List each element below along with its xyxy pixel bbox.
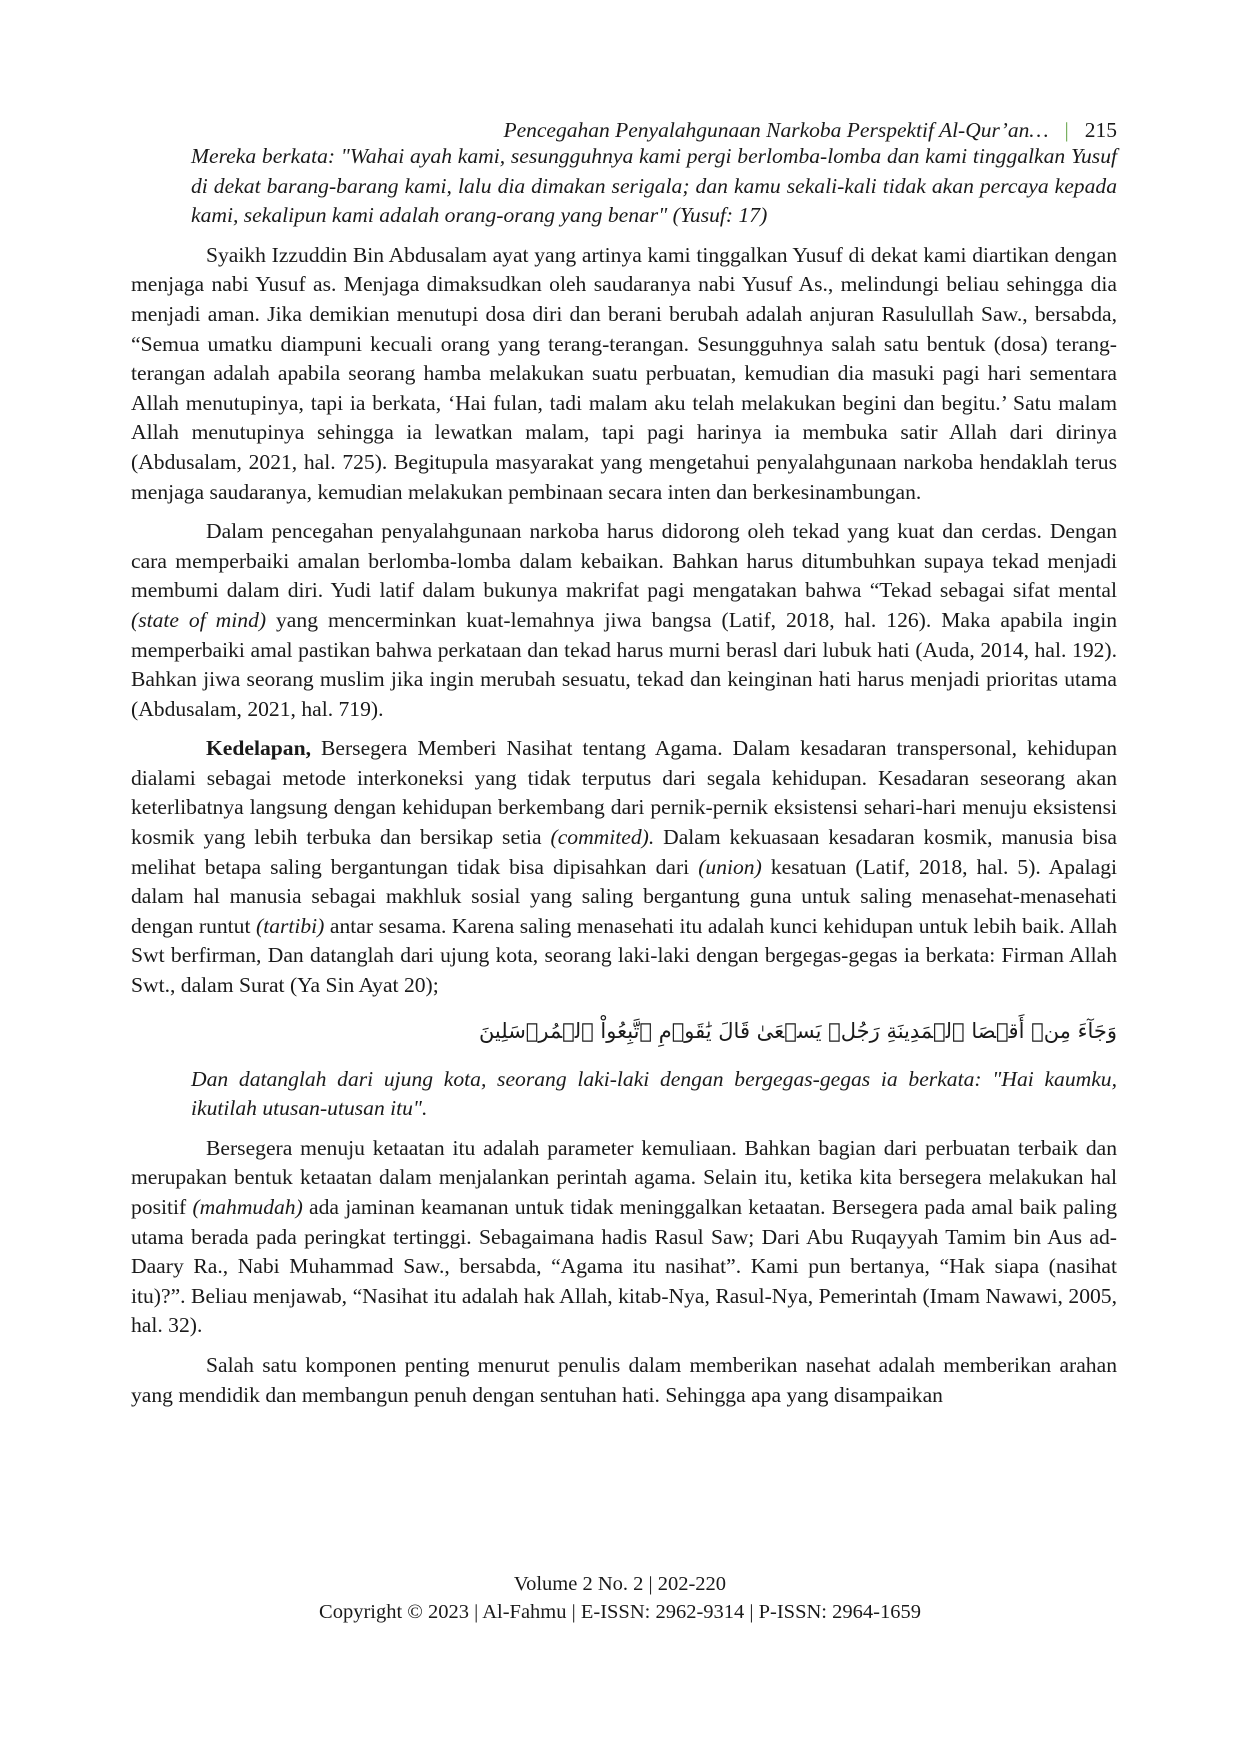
page-footer (0, 1570, 1240, 1626)
paragraph-3 (131, 734, 1117, 1000)
term-tartibi: (tartibi) (256, 913, 325, 938)
paragraph-1: Syaikh Izzuddin Bin Abdusalam ayat yang artinya kami tinggalkan Yusuf di dekat kami diartikan dengan menjaga nabi Yusuf as. Menjaga dimaksudkan oleh saudaranya nabi Yusuf As., melindungi beliau sehingga dia menjadi aman. Jika demikian menutupi dosa diri dan berani berubah adalah anjuran Rasulullah Saw., bersabda, “Semua umatku diampuni kecuali orang yang terang-terangan. Sesungguhnya salah satu bentuk (dosa) terang-terangan adalah apabila seorang hamba melakukan suatu perbuatan, kemudian dia masuki pagi hari sementara Allah menutupinya, tapi ia berkata, ‘Hai fulan, tadi malam aku telah melakukan begini dan begitu.’ Satu malam Allah menutupinya sehingga ia lewatkan malam, tapi pagi harinya ia membuka satir Allah dari dirinya (Abdusalam, 2021, hal. 725). Begitupula masyarakat yang mengetahui penyalahgunaan narkoba hendaklah terus menjaga saudaranya, kemudian melakukan pembinaan secara inten dan berkesinambungan. (131, 242, 1117, 504)
verse-translation-yusuf-17: Mereka berkata: "Wahai ayah kami, sesungguhnya kami pergi berlomba-lomba dan kami tinggalkan Yusuf di dekat barang-barang kami, lalu dia dimakan serigala; dan kamu sekali-kali tidak akan percaya kepada kami, sekalipun kami adalah orang-orang yang benar" (Yusuf: 17) (191, 144, 1117, 228)
verse-translation-ya-sin-20: Dan datanglah dari ujung kota, seorang laki-laki dengan bergegas-gegas ia berkata: "Hai kaumku, ikutilah utusan-utusan itu". (191, 1066, 1117, 1121)
arabic-verse-ya-sin-20: وَجَآءَ مِنۡ أَقۡصَا ٱلۡمَدِينَةِ رَجُلٞ يَسۡعَىٰ قَالَ يَٰقَوۡمِ ٱتَّبِعُواْ ٱلۡمُرۡسَلِينَ (478, 1018, 1117, 1043)
term-union: (union) (698, 854, 762, 879)
paragraph-4-text-a: Bersegera menuju ketaatan itu adalah parameter kemuliaan. Bahkan bagian dari perbuatan terbaik dan merupakan bentuk ketaatan dalam menjalankan perintah agama. Selain itu, ketika kita bersegera melakukan hal positif (131, 1135, 1117, 1219)
paragraph-3-text-a: Bersegera Memberi Nasihat tentang Agama. Dalam kesadaran transpersonal, kehidupan dialami sebagai metode interkoneksi yang tidak terputus dari segala kehidupan. Kesadaran seseorang akan keterlibatnya langsung dengan kehidupan berkembang dari pernik-pernik eksistensi sehari-hari menuju eksistensi kosmik yang lebih terbuka dan bersikap setia (131, 736, 1117, 850)
paragraph-4 (131, 1134, 1117, 1341)
header-separator: | (1064, 118, 1069, 142)
term-mahmudah: (mahmudah) (192, 1195, 303, 1219)
page-body (131, 142, 1117, 1410)
paragraph-4-text-b: ada jaminan keamanan untuk tidak meninggalkan ketaatan. Bersegera pada amal baik paling utama berada pada peringkat tertinggi. Sebagaimana hadis Rasul Saw; Dari Abu Ruqayyah Tamim bin Aus ad-Daary Ra., Nabi Muhammad Saw., bersabda, “Agama itu nasihat”. Kami pun bertanya, “Hak siapa (nasihat itu)?”. Beliau menjawab, “Nasihat itu adalah hak Allah, kitab-Nya, Rasul-Nya, Pemerintah (Imam Nawawi, 2005, hal. 32). (131, 1195, 1117, 1338)
paragraph-3-text-b: Dalam kekuasaan kesadaran kosmik, manusia bisa melihat betapa saling bergantungan tidak bisa dipisahkan dari (131, 825, 1118, 879)
term-commited: (commited). (550, 825, 655, 850)
running-title: Pencegahan Penyalahgunaan Narkoba Perspektif Al-Qur’an… (503, 118, 1049, 142)
paragraph-5: Salah satu komponen penting menurut penulis dalam memberikan nasehat adalah memberikan arahan yang mendidik dan membangun penuh dengan sentuhan hati. Sehingga apa yang disampaikan (131, 1352, 1117, 1407)
paragraph-2-text-b: yang mencerminkan kuat-lemahnya jiwa bangsa (Latif, 2018, hal. 126). Maka apabila ingin memperbaiki amal pastikan bahwa perkataan dan tekad harus murni berasl dari lubuk hati (Auda, 2014, hal. 192). Bahkan jiwa seorang muslim jika ingin merubah sesuatu, tekad dan keinginan hati harus menjadi prioritas utama (Abdusalam, 2021, hal. 719). (131, 607, 1118, 721)
footer-volume: Volume 2 No. 2 | 202-220 (513, 1573, 727, 1595)
term-state-of-mind: (state of mind) (131, 607, 267, 632)
running-header (503, 118, 1117, 143)
paragraph-2-text-a: Dalam pencegahan penyalahgunaan narkoba harus didorong oleh tekad yang kuat dan cerdas. Dengan cara memperbaiki amalan berlomba-lomba dalam kebaikan. Bahkan harus ditumbuhkan supaya tekad menjadi membumi dalam diri. Yudi latif dalam bukunya makrifat pagi mengatakan bahwa “Tekad sebagai sifat mental (131, 519, 1117, 603)
paragraph-3-text-d: antar sesama. Karena saling menasehati itu adalah kunci kehidupan untuk lebih baik. Allah Swt berfirman, Dan datanglah dari ujung kota, seorang laki-laki dengan bergegas-gegas ia berkata: Firman Allah Swt., dalam Surat (Ya Sin Ayat 20); (131, 913, 1117, 998)
footer-copyright: Copyright © 2023 | Al-Fahmu | E-ISSN: 2962-9314 | P-ISSN: 2964-1659 (319, 1601, 921, 1623)
section-heading-kedelapan: Kedelapan, (206, 736, 311, 761)
paragraph-2 (131, 517, 1117, 724)
page-number: 215 (1084, 118, 1117, 142)
paragraph-3-text-c: kesatuan (Latif, 2018, hal. 5). Apalagi dalam hal manusia sebagai makhluk sosial yang saling bergantung guna untuk saling menasehat-menasehati dengan runtut (131, 854, 1118, 938)
